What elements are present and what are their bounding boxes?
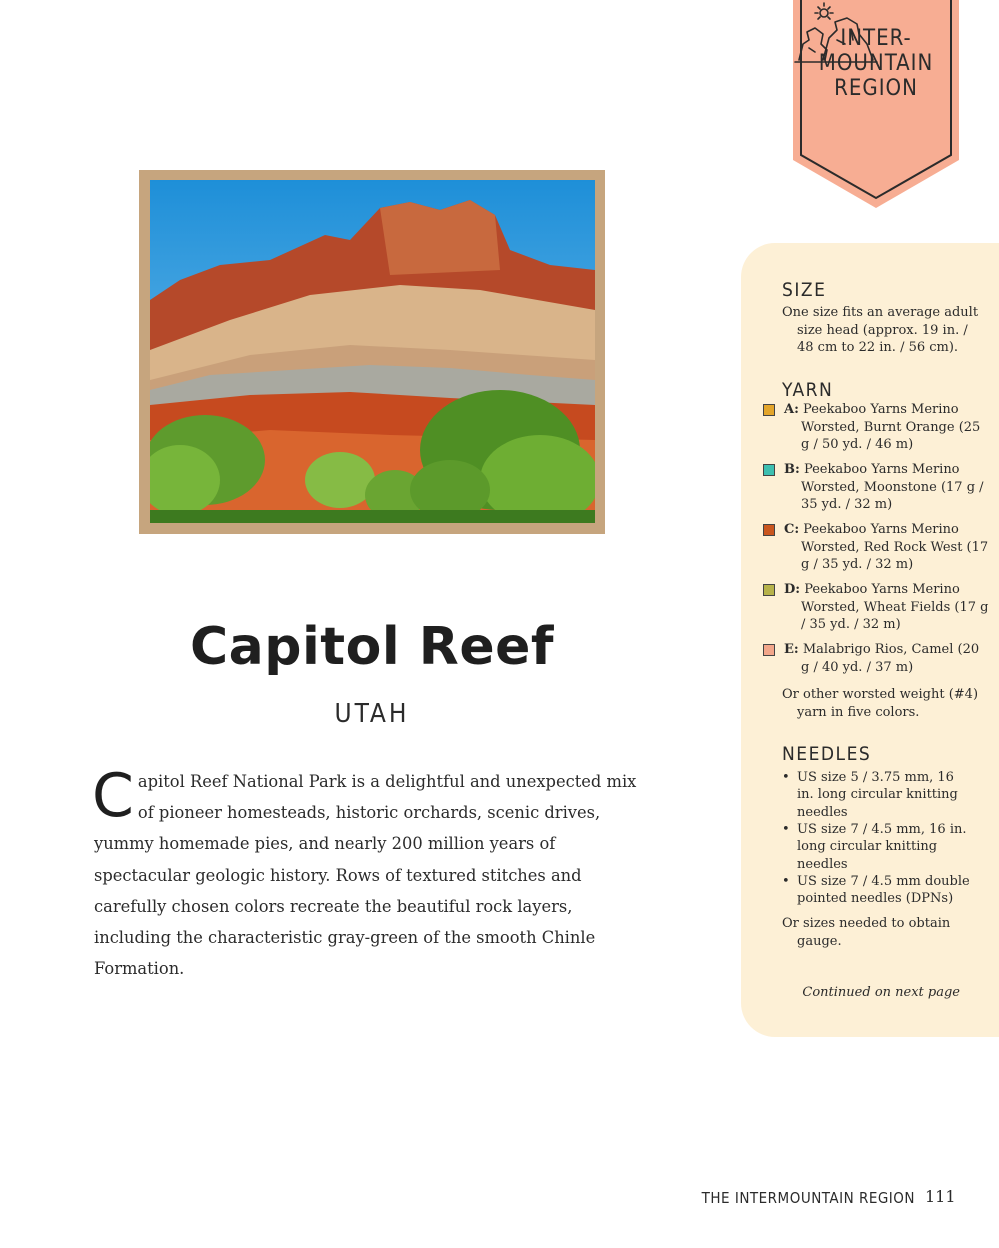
bullet: • — [782, 822, 790, 837]
yarn-text: Peekaboo Yarns Merino Worsted, Red Rock West (17 g / 35 yd. / 32 m) — [801, 522, 989, 573]
sun-over-rock-formations-icon — [793, 0, 883, 70]
yarn-item-a — [762, 402, 981, 456]
intro-text: apitol Reef National Park is a delightful and unexpected mix of pioneer homesteads, historic orchards, scenic drives, yummy homemade pies, and nearly 200 million years of spectacular geologic history. Rows of textured stitches and carefully chosen colors recreate the beautiful rock layers, including the characteristic gray-green of the smooth Chinle Formation. — [94, 772, 637, 979]
page-title: Capitol Reef — [189, 617, 554, 677]
yarn-letter: C: — [784, 522, 800, 537]
continued-note: Continued on next page — [802, 985, 960, 1000]
banner-line-2: MOUNTAIN — [818, 51, 934, 76]
yarn-description — [784, 401, 991, 454]
yarn-text: Peekaboo Yarns Merino Worsted, Moonstone (17 g / 35 yd. / 32 m) — [801, 462, 984, 513]
bullet: • — [782, 770, 790, 785]
page-subtitle: UTAH — [334, 699, 410, 729]
yarn-swatch — [763, 644, 775, 656]
yarn-description — [784, 581, 991, 634]
yarn-item-c — [762, 522, 989, 576]
photo-frame — [139, 170, 605, 534]
needles-note: Or sizes needed to obtain gauge. — [782, 916, 951, 949]
yarn-swatch — [763, 524, 775, 536]
yarn-text: Peekaboo Yarns Merino Worsted, Wheat Fields (17 g / 35 yd. / 32 m) — [801, 582, 989, 633]
footer-region-label: THE INTERMOUNTAIN REGION — [701, 1189, 915, 1207]
yarn-swatch — [763, 464, 775, 476]
yarn-text: Peekaboo Yarns Merino Worsted, Burnt Orange (25 g / 50 yd. / 46 m) — [801, 402, 981, 453]
yarn-swatch — [763, 404, 775, 416]
bullet: • — [782, 874, 790, 889]
needle-text: US size 7 / 4.5 mm, 16 in. long circular knitting needles — [797, 822, 967, 872]
yarn-description — [784, 641, 991, 676]
drop-cap: C — [92, 761, 134, 831]
yarn-note: Or other worsted weight (#4) yarn in five colors. — [782, 687, 979, 720]
yarn-heading: YARN — [782, 379, 834, 401]
region-banner — [793, 0, 959, 210]
needle-text: US size 5 / 3.75 mm, 16 in. long circular knitting needles — [797, 770, 958, 820]
yarn-item-b — [762, 462, 984, 516]
yarn-swatch — [763, 584, 775, 596]
banner-line-3: REGION — [834, 76, 918, 101]
yarn-letter: D: — [784, 582, 801, 597]
yarn-description — [784, 521, 991, 574]
page-number: 111 — [925, 1187, 956, 1206]
size-heading: SIZE — [782, 279, 827, 301]
yarn-letter: A: — [784, 402, 799, 417]
yarn-text: Malabrigo Rios, Camel (20 g / 40 yd. / 37 m) — [801, 642, 980, 675]
capitol-reef-photo — [150, 180, 595, 523]
yarn-letter: B: — [784, 462, 800, 477]
size-text: One size fits an average adult size head (approx. 19 in. / 48 cm to 22 in. / 56 cm). — [782, 305, 979, 356]
banner-line-1: INTER- — [840, 26, 912, 51]
needle-text: US size 7 / 4.5 mm double pointed needles (DPNs) — [797, 874, 970, 907]
yarn-description — [784, 461, 991, 514]
yarn-letter: E: — [784, 642, 799, 657]
intro-paragraph — [92, 761, 650, 984]
yarn-item-d — [762, 582, 989, 636]
needles-heading: NEEDLES — [782, 743, 872, 765]
